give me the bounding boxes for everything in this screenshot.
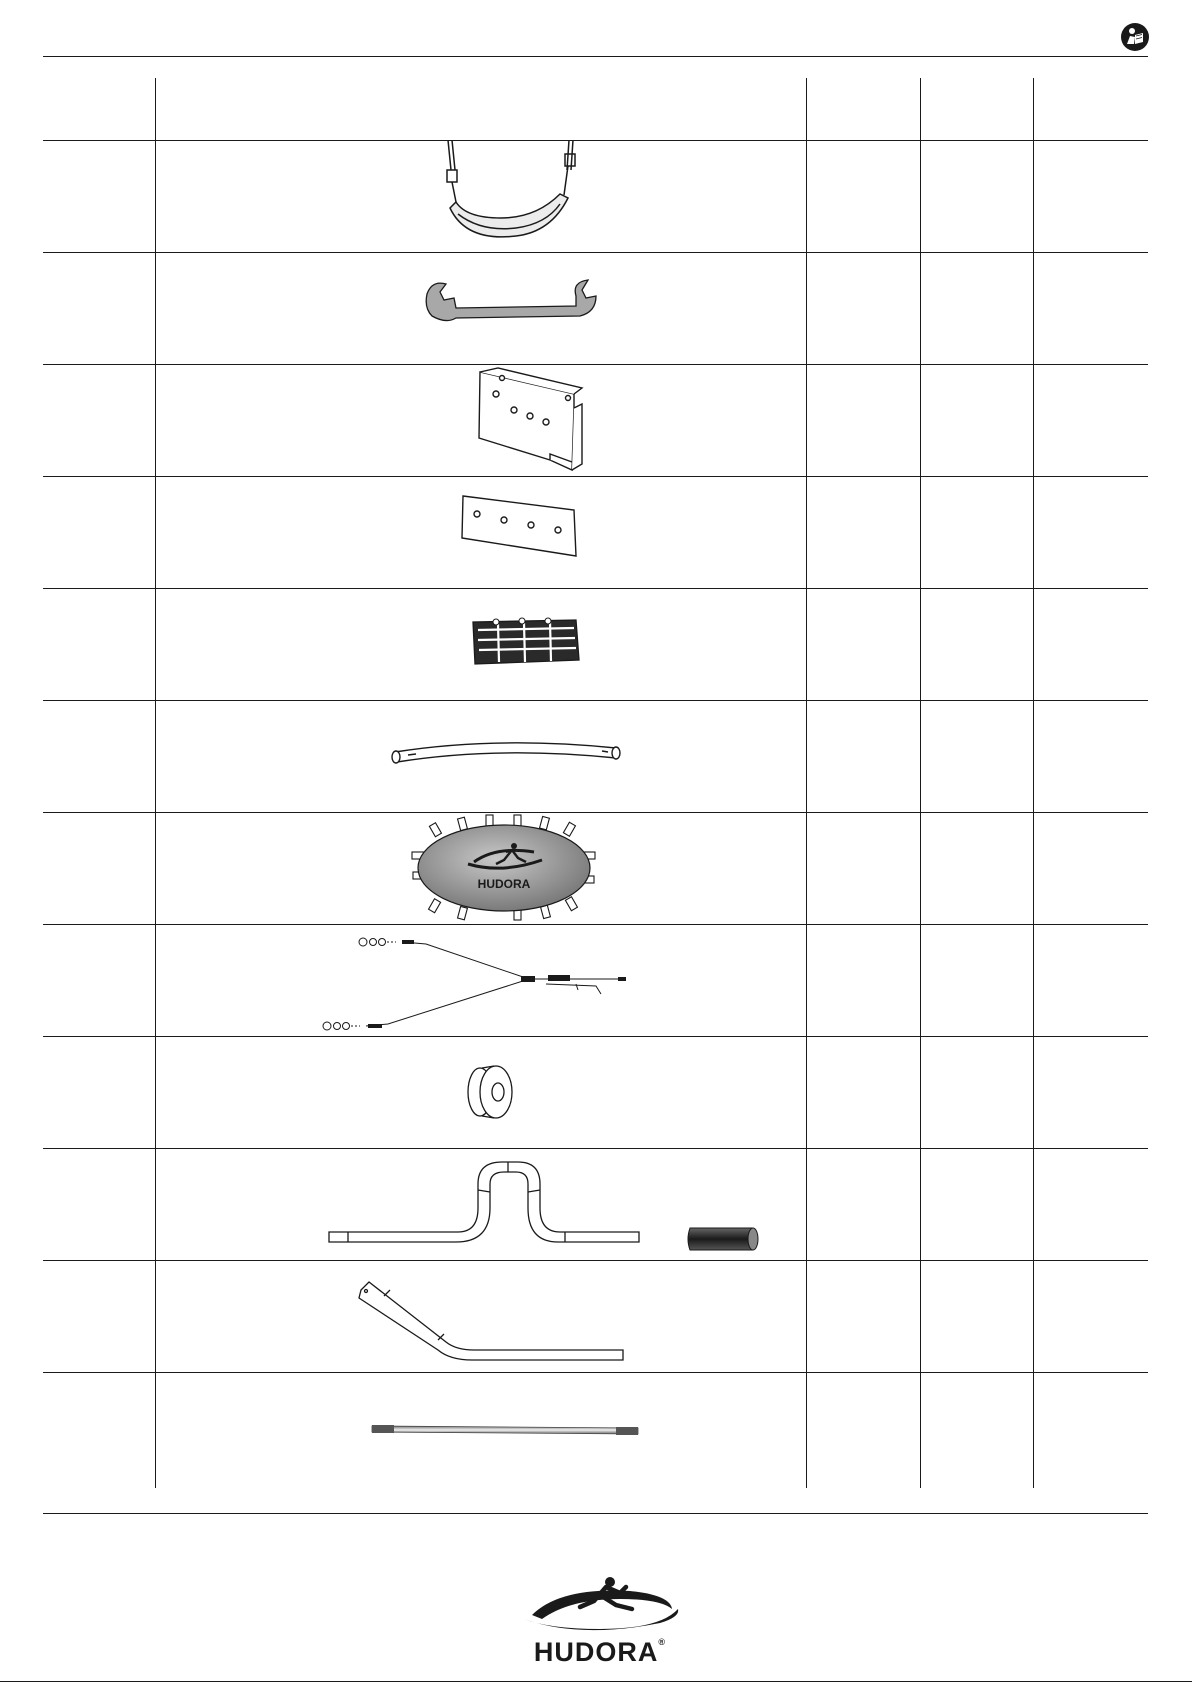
- table-row: [43, 924, 1148, 1036]
- wrench-icon: [156, 252, 807, 364]
- header-rule: [43, 56, 1148, 57]
- swing-seat-icon: [156, 140, 807, 252]
- washer-icon: [156, 1036, 807, 1148]
- flat-plate-icon: [156, 476, 807, 588]
- rope-assembly-icon: [156, 924, 807, 1036]
- table-row: [43, 252, 1148, 364]
- table-row: [43, 1372, 1148, 1484]
- table-row: [43, 476, 1148, 588]
- trampoline-mat-icon: [156, 812, 807, 924]
- straight-rod-icon: [156, 1372, 807, 1484]
- mat-brand-label: HUDORA: [477, 877, 531, 891]
- table-row: [43, 700, 1148, 812]
- hudora-skater-logo-icon: [510, 1575, 690, 1639]
- table-row: [43, 588, 1148, 700]
- curved-tube-icon: [156, 700, 807, 812]
- table-row: [43, 1260, 1148, 1372]
- page-edge-rule: [0, 1681, 1192, 1682]
- parts-list-table: [43, 78, 1148, 1488]
- brand-name: HUDORA: [533, 1637, 659, 1667]
- footer-rule: [43, 1513, 1148, 1514]
- table-row: [43, 1148, 1148, 1260]
- brand-logo: [510, 1575, 690, 1670]
- brand-wordmark: [510, 1637, 690, 1668]
- table-row: [43, 1036, 1148, 1148]
- table-row: [43, 812, 1148, 924]
- table-row: [43, 364, 1148, 476]
- bent-leg-icon: [156, 1260, 807, 1372]
- clamp-block-icon: [156, 588, 807, 700]
- table-row: [43, 140, 1148, 252]
- registered-mark: ®: [658, 1637, 667, 1647]
- manual-reader-icon: [1120, 22, 1150, 52]
- arched-leg-icon: [156, 1148, 807, 1260]
- u-bracket-icon: [156, 364, 807, 476]
